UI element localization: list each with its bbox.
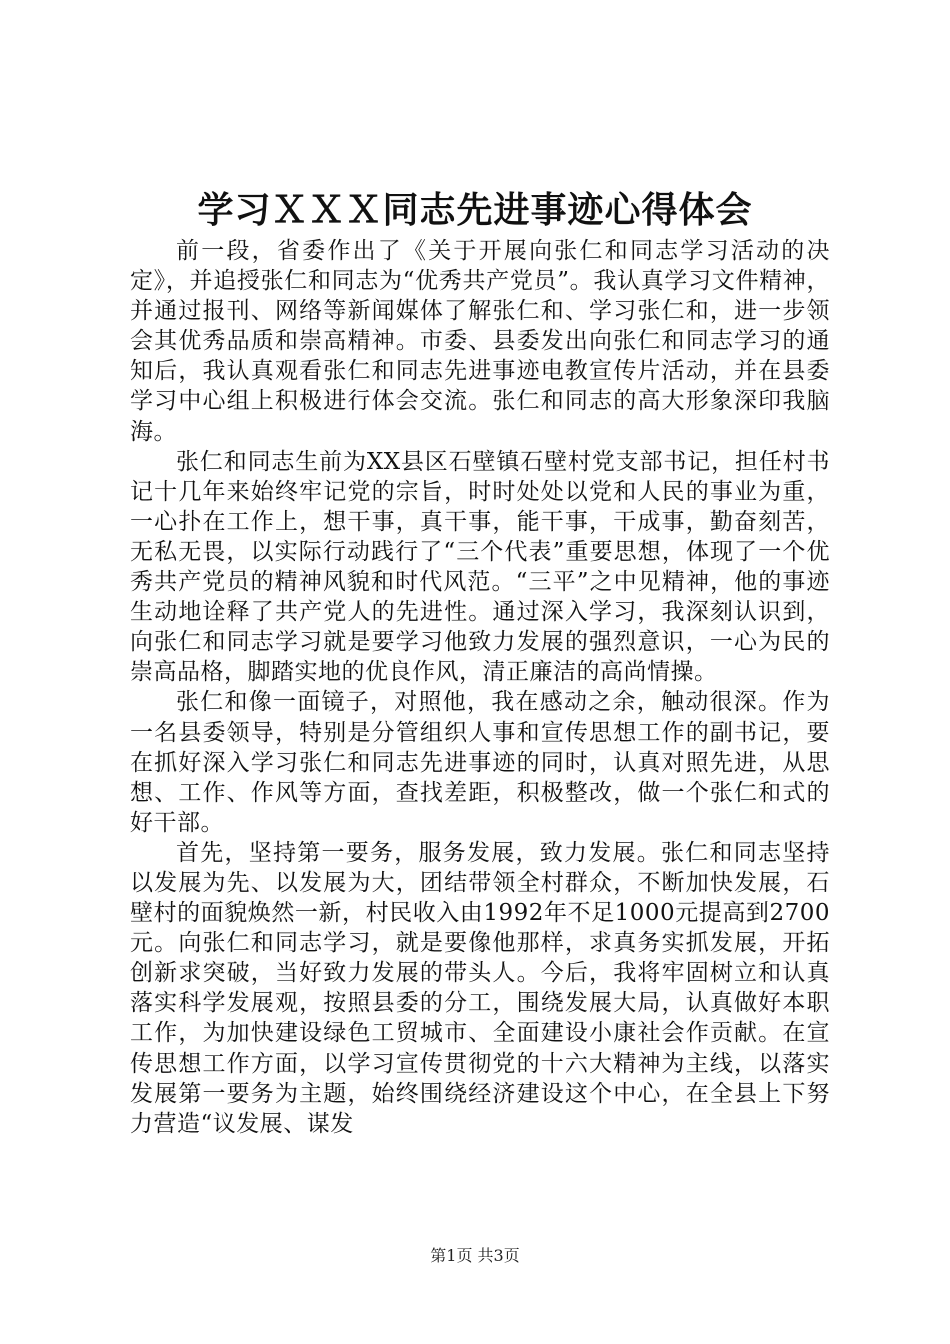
paragraph-2: 张仁和同志生前为XX县区石壁镇石壁村党支部书记，担任村书记十几年来始终牢记党的宗旨，时时处处以党和人民的事业为重，一心扑在工作上，想干事，真干事，能干事，干成事，勤奋刻苦，无私无畏，以实际行动践行了“三个代表”重要思想，体现了一个优秀共产党员的精神风貌和时代风范。“三平”之中见精神，他的事迹生动地诠释了共产党人的先进性。通过深入学习，我深刻认识到，向张仁和同志学习就是要学习他致力发展的强烈意识，一心为民的崇高品格，脚踏实地的优良作风，清正廉洁的高尚情操。: [130, 448, 830, 686]
document-body: [130, 236, 830, 1139]
paragraph-4: 首先，坚持第一要务，服务发展，致力发展。张仁和同志坚持以发展为先、以发展为大，团结带领全村群众，不断加快发展，石壁村的面貌焕然一新，村民收入由1992年不足1000元提高到2700元。向张仁和同志学习，就是要像他那样，求真务实抓发展，开拓创新求突破，当好致力发展的带头人。今后，我将牢固树立和认真落实科学发展观，按照县委的分工，围绕发展大局，认真做好本职工作，为加快建设绿色工贸城市、全面建设小康社会作贡献。在宣传思想工作方面，以学习宣传贯彻党的十六大精神为主线，以落实发展第一要务为主题，始终围绕经济建设这个中心，在全县上下努力营造“议发展、谋发: [130, 839, 830, 1137]
page-number-footer: 第1页 共3页: [430, 1246, 520, 1265]
paragraph-3: 张仁和像一面镜子，对照他，我在感动之余，触动很深。作为一名县委领导，特别是分管组织人事和宣传思想工作的副书记，要在抓好深入学习张仁和同志先进事迹的同时，认真对照先进，从思想、工作、作风等方面，查找差距，积极整改，做一个张仁和式的好干部。: [130, 689, 830, 836]
paragraph-1: 前一段，省委作出了《关于开展向张仁和同志学习活动的决定》，并追授张仁和同志为“优秀共产党员”。我认真学习文件精神，并通过报刊、网络等新闻媒体了解张仁和、学习张仁和，进一步领会其优秀品质和崇高精神。市委、县委发出向张仁和同志学习的通知后，我认真观看张仁和同志先进事迹电教宣传片活动，并在县委学习中心组上积极进行体会交流。张仁和同志的高大形象深印我脑海。: [130, 238, 830, 445]
document-title: 学习ＸＸＸ同志先进事迹心得体会: [197, 189, 753, 231]
